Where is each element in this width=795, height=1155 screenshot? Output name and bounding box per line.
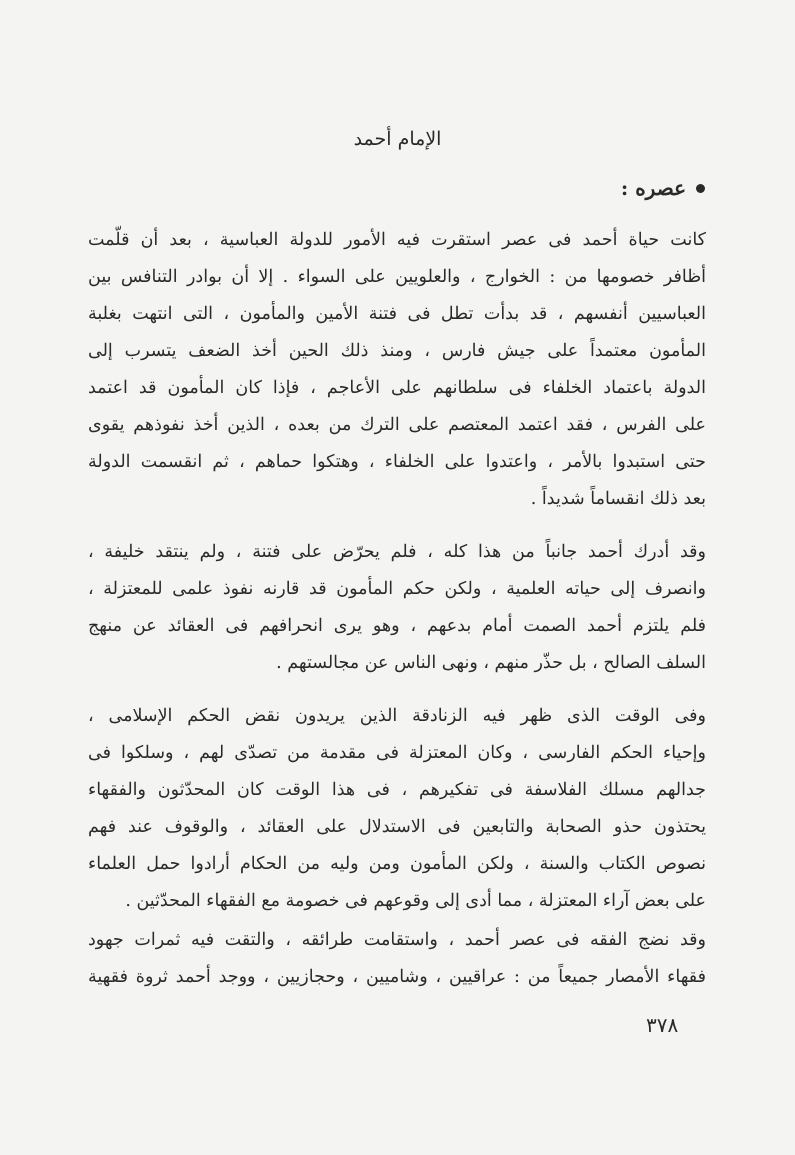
text-line: المأمون معتمداً على جيش فارس ، ومنذ ذلك الحين أخذ الضعف يتسرب إلى: [88, 341, 706, 361]
text-line: الدولة باعتماد الخلفاء فى سلطانهم على الأعاجم ، فإذا كان المأمون قد اعتمد: [88, 378, 706, 398]
body-text: [88, 222, 706, 996]
running-header: الإمام أحمد: [353, 128, 442, 150]
paragraph: [88, 698, 706, 920]
text-line: على الفرس ، فقد اعتمد المعتصم على الترك من بعده ، الذين أخذ نفوذهم يقوى: [88, 415, 706, 435]
text-line: وإحياء الحكم الفارسى ، وكان المعتزلة فى مقدمة من تصدّى لهم ، وسلكوا فى: [88, 743, 706, 763]
text-line: العباسيين أنفسهم ، قد بدأت تطل فى فتنة الأمين والمأمون ، التى انتهت بغلبة: [88, 304, 706, 324]
text-line: كانت حياة أحمد فى عصر استقرت فيه الأمور للدولة العباسية ، بعد أن قلّمت: [88, 230, 706, 250]
text-line: حتى استبدوا بالأمر ، واعتدوا على الخلفاء ، وهتكوا حماهم ، ثم انقسمت الدولة: [88, 452, 706, 472]
text-line: فقهاء الأمصار جميعاً من : عراقيين ، وشاميين ، وحجازيين ، ووجد أحمد ثروة فقهية: [88, 967, 706, 987]
text-line: السلف الصالح ، بل حذّر منهم ، ونهى الناس عن مجالستهم .: [276, 653, 706, 673]
bullet-icon: [696, 184, 705, 193]
text-line: على بعض آراء المعتزلة ، مما أدى إلى وقوعهم فى خصومة مع الفقهاء المحدّثين .: [125, 891, 706, 911]
text-line: فلم يلتزم أحمد الصمت أمام بدعهم ، وهو يرى انحرافهم فى العقائد عن منهج: [88, 616, 706, 636]
text-line: بعد ذلك انقساماً شديداً .: [530, 489, 706, 509]
section-heading: [621, 176, 705, 200]
page-number: ٣٧٨: [646, 1013, 679, 1037]
section-heading-text: عصره :: [620, 176, 686, 200]
text-line: يحتذون حذو الصحابة والتابعين فى الاستدلال على العقائد ، والوقوف عند فهم: [88, 817, 706, 837]
text-line: نصوص الكتاب والسنة ، ولكن المأمون ومن وليه من الحكام أرادوا حمل العلماء: [88, 854, 706, 874]
text-line: وفى الوقت الذى ظهر فيه الزنادقة الذين يريدون نقض الحكم الإسلامى ،: [88, 706, 706, 726]
text-line: جدالهم مسلك الفلاسفة فى تفكيرهم ، فى هذا الوقت كان المحدّثون والفقهاء: [88, 780, 706, 800]
paragraph: [88, 534, 706, 682]
paragraph: [88, 922, 706, 996]
paragraph: [88, 222, 706, 518]
text-line: وقد نضج الفقه فى عصر أحمد ، واستقامت طرائقه ، والتقت فيه ثمرات جهود: [88, 930, 706, 950]
text-line: وانصرف إلى حياته العلمية ، ولكن حكم المأمون قد قارنه نفوذ علمى للمعتزلة ،: [88, 579, 706, 599]
text-line: أظافر خصومها من : الخوارج ، والعلويين على السواء . إلا أن بوادر التنافس بين: [88, 267, 706, 287]
text-line: وقد أدرك أحمد جانباً من هذا كله ، فلم يحرّض على فتنة ، ولم ينتقد خليفة ،: [88, 542, 706, 562]
